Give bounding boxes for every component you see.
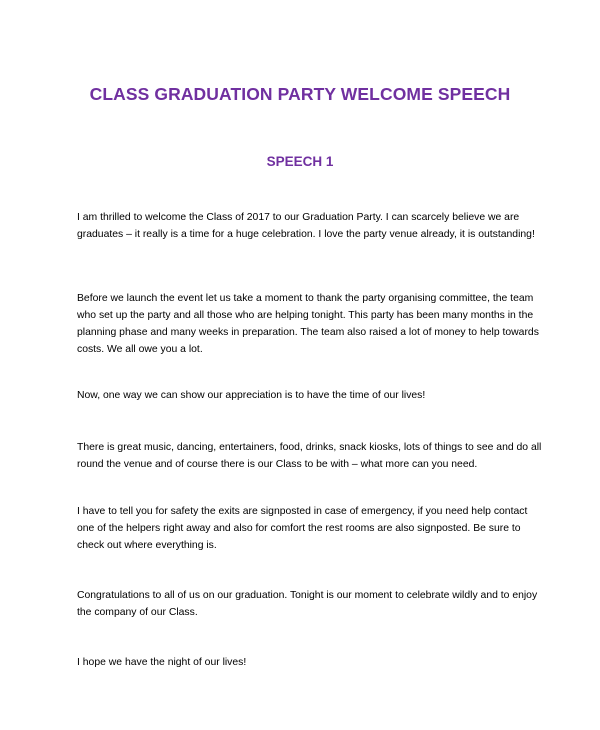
paragraph-closing: I hope we have the night of our lives!	[77, 657, 247, 668]
paragraph-congratulations: Congratulations to all of us on our graduation. Tonight is our moment to celebrate wildly and to enjoy the company of our Class.	[77, 590, 538, 618]
paragraph-safety: I have to tell you for safety the exits are signposted in case of emergency, if you need help contact one of the helpers right away and also for comfort the rest rooms are also signposted. Be sure to check out where everything is.	[77, 506, 528, 551]
document-title: CLASS GRADUATION PARTY WELCOME SPEECH	[89, 84, 511, 104]
paragraph-thanks: Before we launch the event let us take a moment to thank the party organising committee, the team who set up the party and all those who are helping tonight. This party has been many months in the planning phase and many weeks in preparation. The team also raised a lot of money to help towards costs. We all owe you a lot.	[77, 293, 539, 355]
paragraph-welcome: I am thrilled to welcome the Class of 2017 to our Graduation Party. I can scarcely believe we are graduates – it really is a time for a huge celebration. I love the party venue already, it is outstanding!	[77, 212, 535, 240]
paragraph-activities: There is great music, dancing, entertainers, food, drinks, snack kiosks, lots of things to see and do all round the venue and of course there is our Class to be with – what more can you need.	[77, 442, 542, 470]
paragraph-appreciation: Now, one way we can show our appreciation is to have the time of our lives!	[77, 390, 426, 401]
document-subtitle: SPEECH 1	[266, 154, 334, 169]
